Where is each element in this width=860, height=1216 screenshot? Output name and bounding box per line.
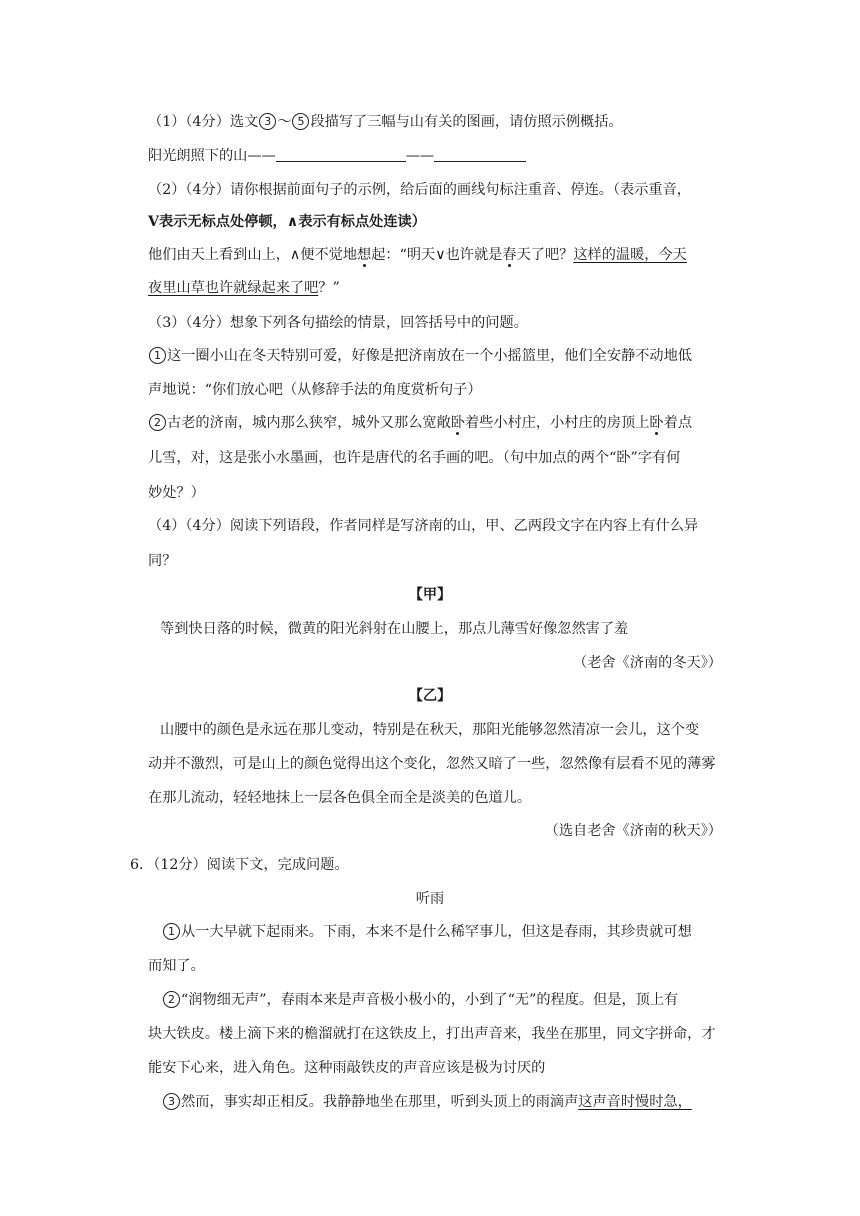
sentence-end: ？” (318, 280, 340, 296)
q1-separator: —— (405, 148, 435, 164)
underlined-sentence: 夜里山草也许就绿起来了吧 (148, 280, 319, 296)
paragraph-1-line-2: 而知了。 (148, 958, 205, 974)
question-2-line-2: V表示无标点处停顿，∧表示有标点处连读） (148, 214, 426, 230)
stressed-char: 春 (502, 247, 517, 263)
q3-item-1-text: 这一圈小山在冬天特别可爱，好像是把济南放在一个小摇篮里，他们全安静不动地低 (167, 348, 692, 364)
dotted-char: 卧 (450, 415, 465, 431)
q1-tilde: ～ (277, 114, 292, 130)
question-6-heading: 6．（12分）阅读下文，完成问题。 (130, 857, 349, 873)
circled-number: 3 (259, 113, 276, 130)
q1-example-line (148, 146, 730, 166)
q2-sentence-line-1 (148, 245, 730, 265)
passage-yi-line-2: 动并不激烈，可是山上的颜色觉得出这个变化，忽然又暗了一些，忽然像有层看不见的薄雾 (148, 756, 716, 772)
q3-item-2-line-1 (148, 413, 730, 433)
question-3-heading: （3）（4分）想象下列各句描绘的情景，回答括号中的问题。 (148, 315, 528, 331)
paragraph-3-line-1 (162, 1092, 744, 1112)
circled-number: 3 (163, 1093, 180, 1110)
q3-item-2-line-2: 儿雪，对，这是张小水墨画，也许是唐代的名手画的吧。（句中加点的两个“卧”字有何 (148, 450, 681, 466)
paragraph-1-text: 从一大早就下起雨来。下雨，本来不是什么稀罕事儿，但这是春雨，其珍贵就可想 (181, 924, 692, 940)
paragraph-2-line-3: 能安下心来，进入角色。这种雨敲铁皮的声音应该是极为讨厌的 (148, 1060, 546, 1076)
answer-blank-1[interactable] (276, 147, 406, 162)
circled-number: 2 (163, 991, 180, 1008)
q3-item-2-line-3: 妙处？） (148, 485, 205, 501)
passage-yi-title: 【乙】 (408, 688, 452, 704)
answer-blank-2[interactable] (434, 147, 526, 162)
passage-yi-source: （选自老舍《济南的秋天》） (544, 823, 722, 839)
paragraph-3-text: 然而，事实却正相反。我静静地坐在那里，听到头顶上的雨滴声 (181, 1094, 579, 1110)
sentence-part: 天了吧？ (516, 247, 574, 263)
question-1 (148, 112, 730, 132)
dotted-char: 卧 (649, 415, 664, 431)
circled-number: 2 (149, 414, 166, 431)
q3-item-2-text: 着点 (663, 415, 693, 431)
question-4-line-2: 同？ (148, 553, 177, 569)
sentence-part: 起：“明天∨也许就是 (371, 247, 503, 263)
question-4-line-1: （4）（4分）阅读下列语段，作者同样是写济南的山，甲、乙两段文字在内容上有什么异 (148, 518, 699, 534)
passage-jia-source: （老舍《济南的冬天》） (573, 655, 722, 671)
passage-jia-text: 等到快日落的时候，微黄的阳光斜射在山腰上，那点儿薄雪好像忽然害了羞 (160, 621, 629, 637)
article-title: 听雨 (415, 891, 445, 907)
underlined-sentence: 这样的温暖，今天 (573, 247, 687, 263)
paragraph-2-line-2: 块大铁皮。楼上滴下来的檐溜就打在这铁皮上，打出声音来，我坐在那里，同文字拼命，才 (148, 1026, 716, 1042)
passage-jia-title: 【甲】 (408, 587, 452, 603)
passage-yi-line-1: 山腰中的颜色是永远在那儿变动，特别是在秋天，那阳光能够忽然清凉一会儿，这个变 (160, 722, 700, 738)
paragraph-2-line-1 (162, 990, 744, 1010)
q1-example-text: 阳光朗照下的山—— (148, 148, 276, 164)
q1-prefix: （1）（4分）选文 (148, 114, 259, 130)
q3-item-2-text: 古老的济南，城内那么狭窄，城外又那么宽敞 (167, 415, 451, 431)
q1-suffix: 段描写了三幅与山有关的图画，请仿照示例概括。 (310, 114, 623, 130)
q2-sentence-line-2 (148, 278, 730, 298)
sentence-part: 他们由天上看到山上，∧便不觉地 (148, 247, 358, 263)
q3-item-1-line-1 (148, 346, 730, 366)
circled-number: 1 (163, 923, 180, 940)
question-2-line-1: （2）（4分）请你根据前面句子的示例，给后面的画线句标注重音、停连。（表示重音， (148, 182, 691, 198)
stressed-char: 想 (357, 247, 372, 263)
underlined-sentence: 这声音时慢时急， (578, 1094, 692, 1110)
q3-item-1-line-2: 声地说：“你们放心吧（从修辞手法的角度赏析句子） (148, 382, 482, 398)
circled-number: 1 (149, 347, 166, 364)
paragraph-1-line-1 (162, 922, 744, 942)
circled-number: 5 (292, 113, 309, 130)
paragraph-2-text: “润物细无声”，春雨本来是声音极小极小的，小到了“无”的程度。但是，顶上有 (181, 992, 679, 1008)
passage-yi-line-3: 在那儿流动，轻轻地抹上一层各色俱全而全是淡美的色道儿。 (148, 790, 532, 806)
q3-item-2-text: 着些小村庄，小村庄的房顶上 (464, 415, 650, 431)
